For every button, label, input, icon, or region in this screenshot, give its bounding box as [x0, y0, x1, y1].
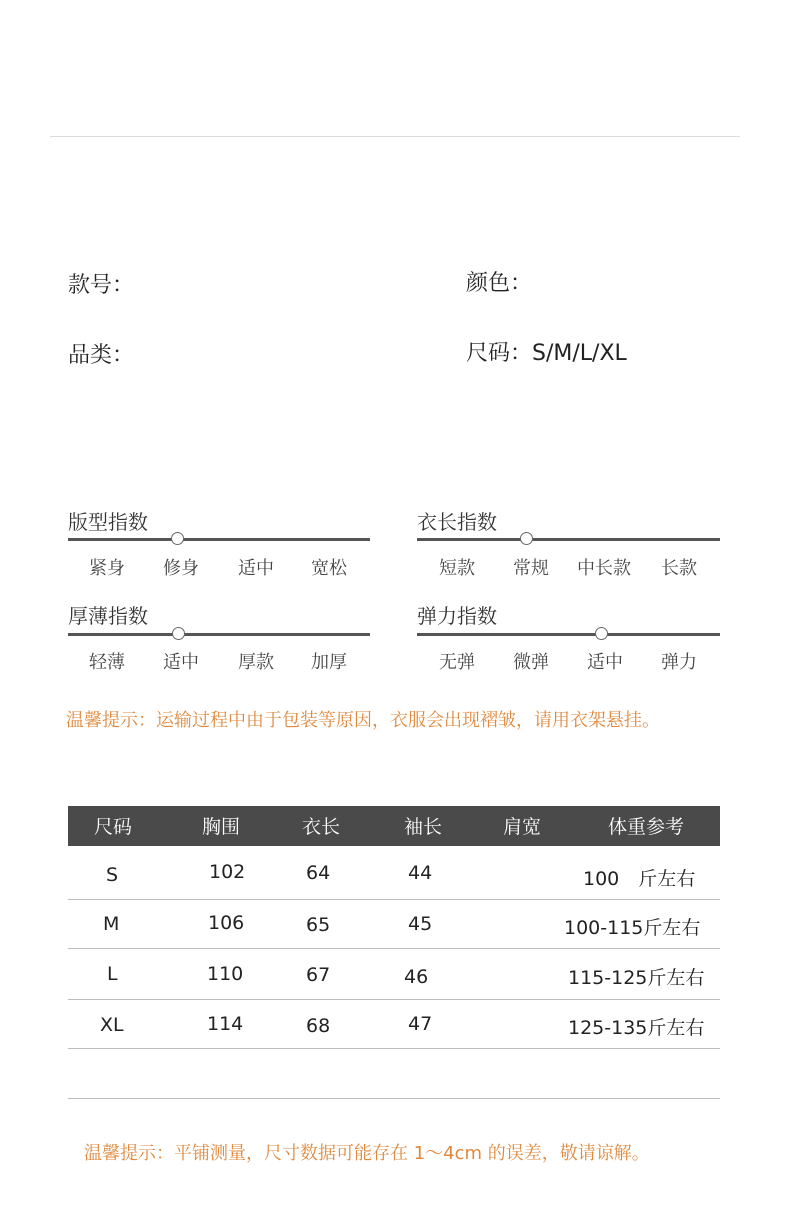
length-index-indicator [520, 532, 533, 545]
stretch-tick: 弹力 [661, 652, 697, 673]
top-divider [50, 136, 740, 137]
cell-length: 64 [306, 862, 331, 884]
color-label: 颜色： [466, 271, 533, 296]
header-chest: 胸围 [201, 816, 241, 838]
header-sleeve: 袖长 [403, 816, 443, 838]
shipping-tip: 温馨提示：运输过程中由于包装等原因，衣服会出现褶皱，请用衣架悬挂。 [66, 710, 660, 731]
stretch-tick: 适中 [587, 652, 623, 673]
style-number-label: 款号： [68, 273, 135, 298]
thickness-tick: 加厚 [311, 652, 347, 673]
cell-weight: 100 斤左右 [583, 868, 696, 890]
size-range-label: 尺码：S/M/L/XL [466, 341, 627, 366]
stretch-index-track [417, 633, 720, 636]
cell-weight: 115-125斤左右 [568, 967, 705, 989]
header-size: 尺码 [93, 816, 133, 838]
cell-size: XL [100, 1014, 124, 1036]
stretch-tick: 无弹 [439, 652, 475, 673]
row-divider [68, 948, 720, 949]
table-bottom-divider [68, 1098, 720, 1099]
cell-size: S [106, 864, 119, 886]
cell-chest: 110 [207, 963, 244, 985]
length-tick: 短款 [439, 558, 475, 579]
length-index-track [417, 538, 720, 541]
thickness-index-indicator [172, 627, 185, 640]
fit-tick: 宽松 [311, 558, 347, 579]
cell-length: 68 [306, 1015, 331, 1037]
header-weight: 体重参考 [607, 816, 685, 838]
row-divider [68, 999, 720, 1000]
thickness-index-track [68, 633, 370, 636]
cell-chest: 102 [209, 861, 246, 883]
length-tick: 长款 [661, 558, 697, 579]
fit-tick: 修身 [163, 558, 199, 579]
fit-tick: 紧身 [89, 558, 125, 579]
thickness-tick: 适中 [163, 652, 199, 673]
cell-sleeve: 47 [408, 1013, 433, 1035]
length-tick: 常规 [513, 558, 549, 579]
fit-index-indicator [171, 532, 184, 545]
cell-size: M [103, 913, 120, 935]
stretch-tick: 微弹 [513, 652, 549, 673]
thickness-index-title: 厚薄指数 [68, 604, 148, 628]
cell-length: 65 [306, 914, 331, 936]
measurement-tip: 温馨提示：平铺测量，尺寸数据可能存在 1～4cm 的误差，敬请谅解。 [84, 1143, 650, 1164]
fit-tick: 适中 [238, 558, 274, 579]
category-label: 品类： [68, 343, 135, 368]
header-length: 衣长 [301, 816, 341, 838]
cell-weight: 100-115斤左右 [564, 917, 701, 939]
stretch-index-title: 弹力指数 [417, 604, 497, 628]
row-divider [68, 1048, 720, 1049]
thickness-tick: 轻薄 [89, 652, 125, 673]
cell-sleeve: 45 [408, 913, 433, 935]
cell-size: L [107, 963, 118, 985]
cell-chest: 114 [207, 1013, 244, 1035]
header-shoulder: 肩宽 [502, 816, 542, 838]
length-index-title: 衣长指数 [417, 510, 497, 534]
fit-index-title: 版型指数 [68, 510, 148, 534]
cell-chest: 106 [208, 912, 245, 934]
cell-weight: 125-135斤左右 [568, 1017, 705, 1039]
fit-index-track [68, 538, 370, 541]
cell-sleeve: 44 [408, 862, 433, 884]
cell-length: 67 [306, 964, 331, 986]
cell-sleeve: 46 [404, 966, 429, 988]
row-divider [68, 899, 720, 900]
thickness-tick: 厚款 [238, 652, 274, 673]
length-tick: 中长款 [577, 558, 631, 579]
stretch-index-indicator [595, 627, 608, 640]
